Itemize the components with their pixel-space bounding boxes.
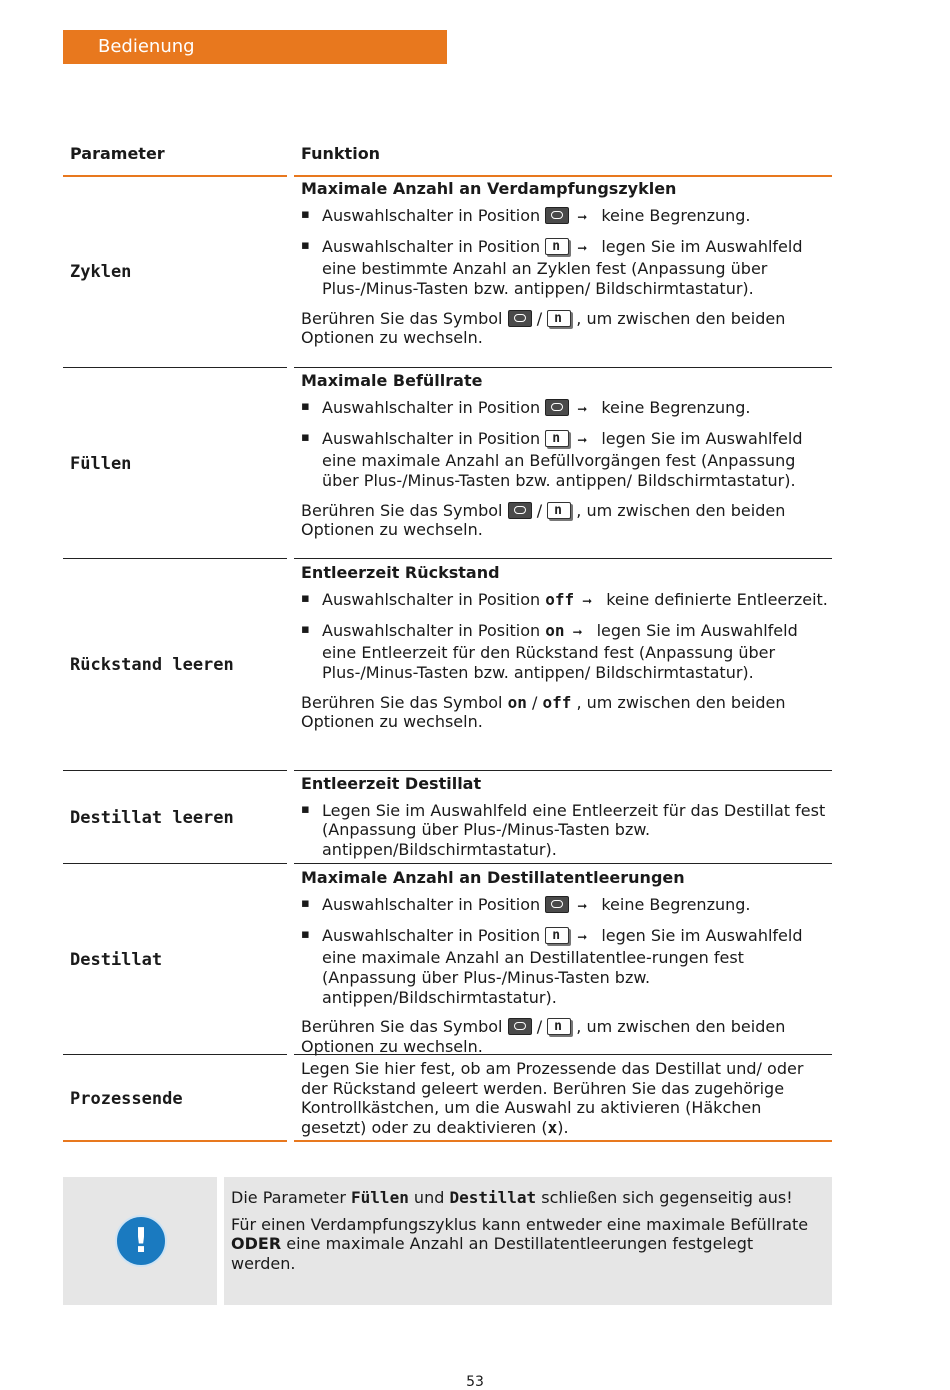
- section-header: [63, 30, 447, 64]
- n-count-icon: [545, 430, 569, 447]
- note-text-part: und: [413, 1188, 445, 1207]
- hint-text: Berühren Sie das Symbol: [301, 308, 503, 328]
- item-text: Auswahlschalter in Position: [322, 397, 541, 417]
- param-rueckstand-leeren: Rückstand leeren: [70, 655, 234, 675]
- infinity-icon: [508, 1018, 532, 1035]
- item-text: legen Sie im: [601, 926, 701, 946]
- hint-text: , um zwischen den beiden Optionen zu wechseln.: [301, 692, 786, 732]
- note-text-part: eine maximale Anzahl an Destillatentleerungen festgelegt werden.: [231, 1234, 754, 1274]
- column-header-function: Funktion: [301, 144, 381, 163]
- item-text: keine definierte: [606, 589, 732, 609]
- hint-text: , um zwischen den beiden Optionen zu wechseln.: [301, 308, 786, 348]
- header-divider: [63, 175, 287, 177]
- code-on: on: [545, 621, 565, 641]
- column-header-parameter: Parameter: [70, 144, 165, 163]
- arrow-icon: ➞: [577, 433, 588, 448]
- item-text: Auswahlfeld eine maximale Anzahl an Destillatentlee-rungen fest (Anpassung über Plus-/Minus-Tasten bzw. antippen/Bildschirmtastatur).: [322, 926, 803, 1007]
- table-bottom-rule: [63, 1140, 287, 1142]
- note-text-part: Für einen Verdampfungszyklus kann entweder eine maximale Befüllrate: [231, 1214, 809, 1234]
- item-text: Legen Sie im Auswahlfeld eine Entleerzeit für das Destillat fest (Anpassung über Plus-/Minus-Tasten bzw. antippen/Bildschirmtastatur).: [322, 800, 826, 860]
- function-rueckstand: [301, 563, 831, 732]
- function-title: Entleerzeit Destillat: [301, 774, 482, 793]
- hint-text: Berühren Sie das Symbol: [301, 692, 503, 712]
- item-text: Auswahlschalter in Position: [322, 429, 541, 449]
- infinity-icon: [508, 310, 532, 327]
- toggle-hint: [301, 1017, 831, 1056]
- row-divider: [294, 367, 832, 368]
- n-count-icon: [545, 927, 569, 944]
- row-divider: [294, 863, 832, 864]
- list-item: [301, 206, 831, 228]
- note-icon-cell: [63, 1177, 217, 1305]
- row-divider: [63, 1054, 287, 1055]
- arrow-icon: ➞: [572, 625, 583, 640]
- item-text: Auswahlfeld eine Entleerzeit für den Rückstand fest (Anpassung über Plus-/Minus-Tasten bzw. antippen/ Bildschirmtastatur).: [322, 621, 798, 682]
- slash: /: [536, 308, 543, 328]
- param-destillat-leeren: Destillat leeren: [70, 808, 234, 828]
- note-text-part: schließen sich gegenseitig aus!: [541, 1188, 793, 1207]
- hint-text: Berühren Sie das Symbol: [301, 1017, 503, 1037]
- row-divider: [294, 770, 832, 771]
- bullet: ▪: [301, 590, 310, 606]
- toggle-hint: [301, 693, 831, 732]
- exclamation-icon: [115, 1215, 167, 1267]
- note-text: [231, 1188, 821, 1281]
- note-box: [224, 1177, 832, 1305]
- item-text: Auswahlfeld eine maximale Anzahl an Befüllvorgängen fest (Anpassung über Plus-/Minus-Tasten bzw. antippen/ Bildschirmtastatur).: [322, 429, 803, 490]
- infinity-icon: [508, 502, 532, 519]
- arrow-icon: ➞: [582, 593, 593, 608]
- code-off: off: [545, 589, 575, 609]
- note-emphasis: ODER: [231, 1234, 282, 1254]
- bullet: ▪: [301, 398, 310, 414]
- arrow-icon: ➞: [577, 930, 588, 945]
- param-zyklen: Zyklen: [70, 262, 132, 282]
- function-title: Maximale Anzahl an Verdampfungszyklen: [301, 179, 677, 198]
- section-title: Bedienung: [98, 36, 195, 57]
- item-text: Auswahlschalter in Position: [322, 926, 541, 946]
- function-prozessende: [301, 1059, 831, 1138]
- item-text: Auswahlschalter in Position: [322, 894, 541, 914]
- function-title: Maximale Befüllrate: [301, 371, 483, 390]
- item-text: legen Sie im: [601, 237, 701, 257]
- infinity-icon: [545, 896, 569, 913]
- param-prozessende: Prozessende: [70, 1089, 183, 1109]
- function-title: Entleerzeit Rückstand: [301, 563, 500, 582]
- n-count-icon: [545, 238, 569, 255]
- row-divider: [63, 558, 287, 559]
- list-item: [301, 621, 831, 682]
- list-item: [301, 926, 831, 1007]
- n-count-icon: [547, 310, 571, 327]
- item-text: Auswahlschalter in Position: [322, 589, 541, 609]
- code-off: off: [542, 692, 572, 712]
- list-item: [301, 895, 831, 917]
- body-text: Legen Sie hier fest, ob am Prozessende das Destillat und/ oder der Rückstand geleert werden. Berühren Sie das zugehörige Kontrollkästchen, um die Auswahl zu aktivieren (Häkchen gesetzt) oder zu deaktivieren (: [301, 1059, 804, 1138]
- bullet: ▪: [301, 430, 310, 446]
- function-destillat: [301, 868, 831, 1057]
- bullet: ▪: [301, 622, 310, 638]
- item-text: Entleerzeit.: [736, 589, 828, 609]
- row-divider: [63, 367, 287, 368]
- code-on: on: [507, 692, 527, 712]
- item-text: keine Begrenzung.: [601, 397, 751, 417]
- item-text: keine Begrenzung.: [601, 205, 751, 225]
- list-item: [301, 429, 831, 490]
- function-fuellen: [301, 371, 831, 540]
- toggle-hint: [301, 501, 831, 540]
- bullet: ▪: [301, 801, 310, 817]
- row-divider: [294, 558, 832, 559]
- arrow-icon: ➞: [577, 898, 588, 913]
- item-text: Auswahlschalter in Position: [322, 237, 541, 257]
- function-zyklen: [301, 179, 831, 348]
- row-divider: [63, 863, 287, 864]
- function-destillat-leeren: [301, 774, 831, 870]
- header-divider: [294, 175, 832, 177]
- item-text: keine Begrenzung.: [601, 894, 751, 914]
- slash: /: [536, 500, 543, 520]
- item-text: Auswahlschalter in Position: [322, 621, 541, 641]
- bullet: ▪: [301, 895, 310, 911]
- function-title: Maximale Anzahl an Destillatentleerungen: [301, 868, 685, 887]
- bullet: ▪: [301, 927, 310, 943]
- note-paragraph: [231, 1188, 821, 1208]
- hint-text: , um zwischen den beiden Optionen zu wechseln.: [301, 1017, 786, 1056]
- table-bottom-rule: [294, 1140, 832, 1142]
- code-destillat: Destillat: [449, 1188, 537, 1207]
- note-paragraph: [231, 1215, 821, 1274]
- bullet: ▪: [301, 206, 310, 222]
- infinity-icon: [545, 399, 569, 416]
- code-fuellen: Füllen: [351, 1188, 409, 1207]
- item-text: legen Sie im: [596, 621, 696, 641]
- param-fuellen: Füllen: [70, 454, 132, 474]
- page-number: 53: [466, 1374, 484, 1390]
- hint-text: , um zwischen den beiden Optionen zu wechseln.: [301, 500, 786, 540]
- item-text: legen Sie im: [601, 429, 701, 449]
- arrow-icon: ➞: [577, 401, 588, 416]
- exclamation-glyph: !: [133, 1221, 149, 1261]
- arrow-icon: ➞: [577, 209, 588, 224]
- item-text: Auswahlfeld eine bestimmte Anzahl an Zyklen fest (Anpassung über Plus-/Minus-Tasten bzw. antippen/ Bildschirmtastatur).: [322, 237, 803, 298]
- note-text-part: Die Parameter: [231, 1188, 346, 1207]
- n-count-icon: [547, 1018, 571, 1035]
- param-destillat: Destillat: [70, 950, 163, 970]
- list-item: [301, 801, 831, 860]
- slash: /: [536, 1017, 543, 1037]
- toggle-hint: [301, 309, 831, 348]
- body-text: ).: [557, 1118, 569, 1138]
- infinity-icon: [545, 207, 569, 224]
- slash: /: [531, 692, 538, 712]
- item-text: Auswahlschalter in Position: [322, 205, 541, 225]
- row-divider: [63, 770, 287, 771]
- hint-text: Berühren Sie das Symbol: [301, 500, 503, 520]
- code-x: x: [547, 1118, 558, 1138]
- arrow-icon: ➞: [577, 241, 588, 256]
- list-item: [301, 590, 831, 612]
- list-item: [301, 237, 831, 298]
- bullet: ▪: [301, 238, 310, 254]
- prozessende-text: [301, 1059, 831, 1138]
- n-count-icon: [547, 502, 571, 519]
- list-item: [301, 398, 831, 420]
- row-divider: [294, 1054, 832, 1055]
